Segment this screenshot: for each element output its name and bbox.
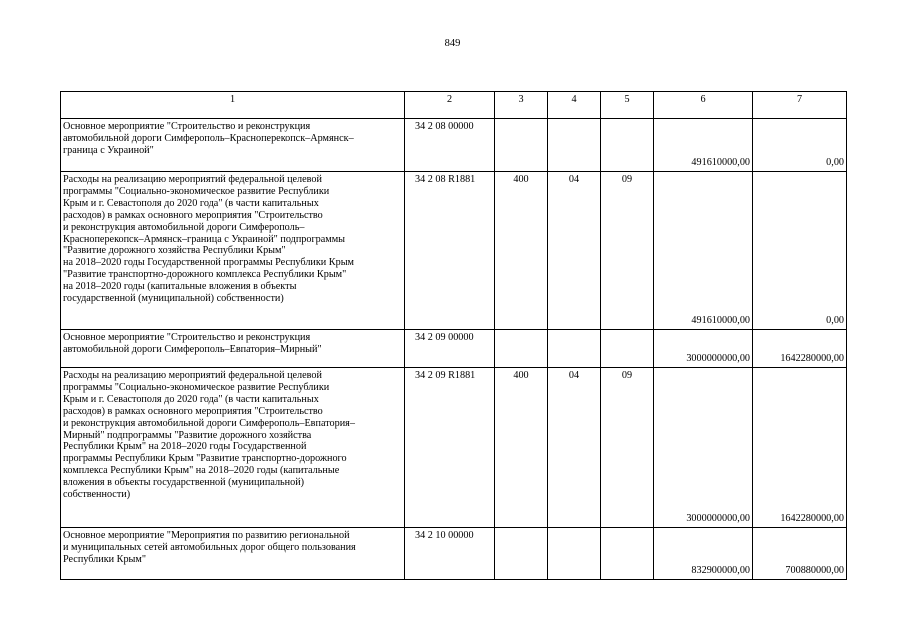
table-body	[61, 119, 847, 580]
table-header	[61, 92, 847, 119]
row-amount-6: 3000000000,00	[654, 330, 753, 368]
row-code: 34 2 08 00000	[405, 119, 495, 172]
header-col-2: 2	[405, 92, 495, 119]
table-row	[61, 172, 847, 330]
row-col-5: 09	[601, 368, 654, 528]
row-code: 34 2 09 00000	[405, 330, 495, 368]
table-row	[61, 368, 847, 528]
row-col-5	[601, 528, 654, 580]
row-col-4	[548, 119, 601, 172]
row-col-4	[548, 528, 601, 580]
row-col-3	[495, 330, 548, 368]
row-col-4: 04	[548, 368, 601, 528]
row-amount-6: 491610000,00	[654, 119, 753, 172]
row-name: Расходы на реализацию мероприятий федеральной целевой программы "Социально-экономическое развитие Республики Крым и г. Севастополя до 2020 года" (в части капитальных расходов) в рамках основного мероприятия "Строительство и реконструкция автомобильной дороги Симферополь–Евпатория– Мирный" подпрограммы "Развитие дорожного хозяйства Республики Крым" на 2018–2020 годы Государственной программы Республики Крым "Развитие транспортно-дорожного комплекса Республики Крым" на 2018–2020 годы (капитальные вложения в объекты государственной (муниципальной) собственности)	[61, 368, 405, 528]
row-code: 34 2 10 00000	[405, 528, 495, 580]
table-row	[61, 528, 847, 580]
row-col-4	[548, 330, 601, 368]
row-col-5	[601, 119, 654, 172]
header-col-4: 4	[548, 92, 601, 119]
header-col-1: 1	[61, 92, 405, 119]
row-col-5: 09	[601, 172, 654, 330]
row-code: 34 2 09 R1881	[405, 368, 495, 528]
budget-table	[60, 91, 847, 580]
header-col-5: 5	[601, 92, 654, 119]
row-amount-7: 1642280000,00	[753, 330, 847, 368]
table-row	[61, 330, 847, 368]
header-col-6: 6	[654, 92, 753, 119]
row-col-3	[495, 528, 548, 580]
row-name: Основное мероприятие "Мероприятия по развитию региональной и муниципальных сетей автомобильных дорог общего пользования Республики Крым"	[61, 528, 405, 580]
row-code: 34 2 08 R1881	[405, 172, 495, 330]
header-row	[61, 92, 847, 119]
header-col-7: 7	[753, 92, 847, 119]
table-row	[61, 119, 847, 172]
row-name: Основное мероприятие "Строительство и реконструкция автомобильной дороги Симферополь–Красноперекопск–Армянск– граница с Украиной"	[61, 119, 405, 172]
row-col-3: 400	[495, 368, 548, 528]
row-amount-7: 700880000,00	[753, 528, 847, 580]
row-name: Основное мероприятие "Строительство и реконструкция автомобильной дороги Симферополь–Евпатория–Мирный"	[61, 330, 405, 368]
row-amount-7: 0,00	[753, 172, 847, 330]
header-col-3: 3	[495, 92, 548, 119]
row-col-4: 04	[548, 172, 601, 330]
row-amount-7: 1642280000,00	[753, 368, 847, 528]
row-name: Расходы на реализацию мероприятий федеральной целевой программы "Социально-экономическое развитие Республики Крым и г. Севастополя до 2020 года" (в части капитальных расходов) в рамках основного мероприятия "Строительство и реконструкция автомобильной дороги Симферополь– Красноперекопск–Армянск–граница с Украиной" подпрограммы "Развитие дорожного хозяйства Республики Крым" на 2018–2020 годы Государственной программы Республики Крым "Развитие транспортно-дорожного комплекса Республики Крым" на 2018–2020 годы (капитальные вложения в объекты государственной (муниципальной) собственности)	[61, 172, 405, 330]
row-col-3: 400	[495, 172, 548, 330]
row-amount-6: 491610000,00	[654, 172, 753, 330]
row-col-3	[495, 119, 548, 172]
row-amount-6: 832900000,00	[654, 528, 753, 580]
page-number: 849	[444, 38, 461, 49]
row-col-5	[601, 330, 654, 368]
row-amount-6: 3000000000,00	[654, 368, 753, 528]
row-amount-7: 0,00	[753, 119, 847, 172]
